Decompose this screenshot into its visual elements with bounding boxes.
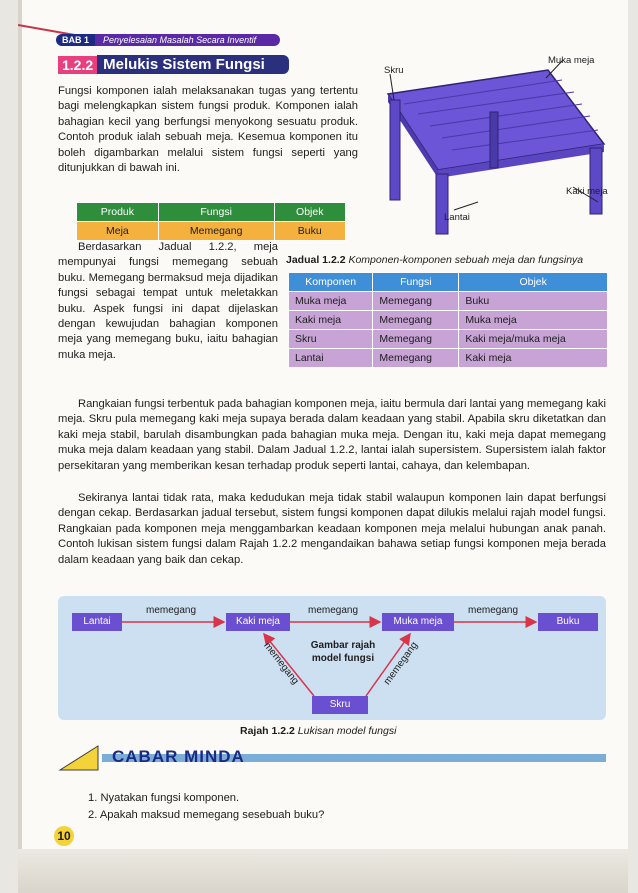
table-cell: Muka meja [459,311,608,330]
figure-caption-text: Lukisan model fungsi [297,725,397,737]
node-kaki-meja [226,613,290,631]
cell-meja: Meja [77,222,159,241]
cabar-minda-title: CABAR MINDA [112,747,245,766]
page-edge [18,0,22,893]
table-row [289,349,608,368]
label-kaki-meja: Kaki meja [566,186,608,197]
page-footer-band [18,849,628,893]
textbook-page [18,0,628,893]
table-caption [286,254,583,266]
function-model-diagram [58,596,606,720]
table-caption-label: Jadual 1.2.2 [286,254,346,266]
diagram-center-label-2: model fungsi [311,653,375,664]
label-muka-meja: Muka meja [548,55,595,66]
node-skru [312,696,368,714]
figure-caption [240,725,396,737]
node-muka-meja-label: Muka meja [393,616,443,627]
paragraph-2: Berdasarkan Jadual 1.2.2, meja mempunyai fungsi memegang sebuah buku. Memegang bermaksud meja dijadikan fungsi sebagai tempat untuk meletakkan buku. Aspek fungsi ini dapat dijelaskan dengan kewujudan bahagian komponen meja yang memegang buku, iaitu bahagian muka meja. [58,241,278,361]
table-cell: Kaki meja [459,349,608,368]
table-cell: Memegang [373,349,459,368]
intro-paragraph: Fungsi komponen ialah melaksanakan tugas yang tertentu bagi melengkapkan sistem fungsi produk. Komponen ialah bahagian kecil yang berfungsi menyokong sesuatu produk. Contoh produk ialah sebuah meja. Kesemua komponen itu boleh digambarkan melalui sistem fungsi seperti yang ditunjukkan di bawah ini. [58,85,358,175]
chapter-title: Penyelesaian Masalah Secara Inventif [95,34,280,46]
header-objek: Objek [459,273,608,292]
table-cell: Lantai [289,349,373,368]
node-lantai-label: Lantai [83,616,111,627]
node-skru-label: Skru [329,699,351,710]
header-produk: Produk [77,203,159,222]
edge-label: memegang [308,605,359,616]
list-item: 2. Apakah maksud memegang sesebuah buku? [88,809,325,821]
node-lantai [72,613,122,631]
node-buku [538,613,598,631]
cell-memegang: Memegang [158,222,274,241]
table-row [289,330,608,349]
node-kaki-meja-label: Kaki meja [236,616,280,627]
node-muka-meja [382,613,454,631]
table-cell: Buku [459,292,608,311]
edge-label: memegang [146,605,197,616]
component-table [288,272,608,368]
header-fungsi: Fungsi [158,203,274,222]
table-row [289,311,608,330]
list-item: 1. Nyatakan fungsi komponen. [88,792,240,804]
edge-label: memegang [468,605,519,616]
table-cell: Kaki meja [289,311,373,330]
chapter-badge: BAB 1 [56,34,95,46]
table-cell: Memegang [373,311,459,330]
table-cell: Skru [289,330,373,349]
paragraph-4: Sekiranya lantai tidak rata, maka kedudukan meja tidak stabil walaupun komponen lain dapat berfungsi dengan cekap. Berdasarkan jadual tersebut, sistem fungsi komponen dapat dilukis melalui rajah model fungsi. Rangkaian pada komponen meja menggambarkan keadaan komponen meja melalui hubungan anak panah. Contoh lukisan sistem fungsi dalam Rajah 1.2.2 mengandaikan bahawa setiap fungsi komponen meja berada dalam keadaan yang baik dan cekap. [58,492,606,566]
cell-buku: Buku [274,222,345,241]
page-number: 10 [54,826,74,846]
table-caption-text: Komponen-komponen sebuah meja dan fungsinya [348,254,584,266]
table-cell: Kaki meja/muka meja [459,330,608,349]
label-lantai: Lantai [444,212,470,223]
section-title: Melukis Sistem Fungsi [97,55,289,74]
paragraph-3: Rangkaian fungsi terbentuk pada bahagian komponen meja, iaitu bermula dari lantai yang memegang kaki meja. Skru pula memegang kaki meja supaya berada dalam keadaan yang stabil. Apabila skru diketatkan dan kaki meja stabil, barulah disambungkan pada bahagian muka meja. Dengan itu, kaki meja dapat memegang muka meja dalam keadaan yang stabil. Dalam Jadual 1.2.2, lantai ialah supersistem. Supersistem ialah faktor persekitaran yang memberikan kesan terhadap produk seperti lantai, cahaya, dan kelembapan. [58,398,606,472]
diagram-center-label-1: Gambar rajah [310,640,376,651]
table-cell: Muka meja [289,292,373,311]
table-cell: Memegang [373,292,459,311]
section-number: 1.2.2 [58,56,97,74]
question-list [88,790,324,824]
chapter-header [56,33,280,47]
section-heading [58,55,289,74]
table-illustration [368,52,618,242]
table-row [289,292,608,311]
header-objek: Objek [274,203,345,222]
product-function-table [76,202,346,241]
node-buku-label: Buku [556,616,580,627]
cabar-minda-banner [58,742,606,772]
edge-label: memegang [381,640,421,687]
label-skru: Skru [384,65,404,76]
header-komponen: Komponen [289,273,373,292]
table-cell: Memegang [373,330,459,349]
edge-label: memegang [261,640,301,687]
figure-caption-label: Rajah 1.2.2 [240,725,295,737]
header-fungsi: Fungsi [373,273,459,292]
